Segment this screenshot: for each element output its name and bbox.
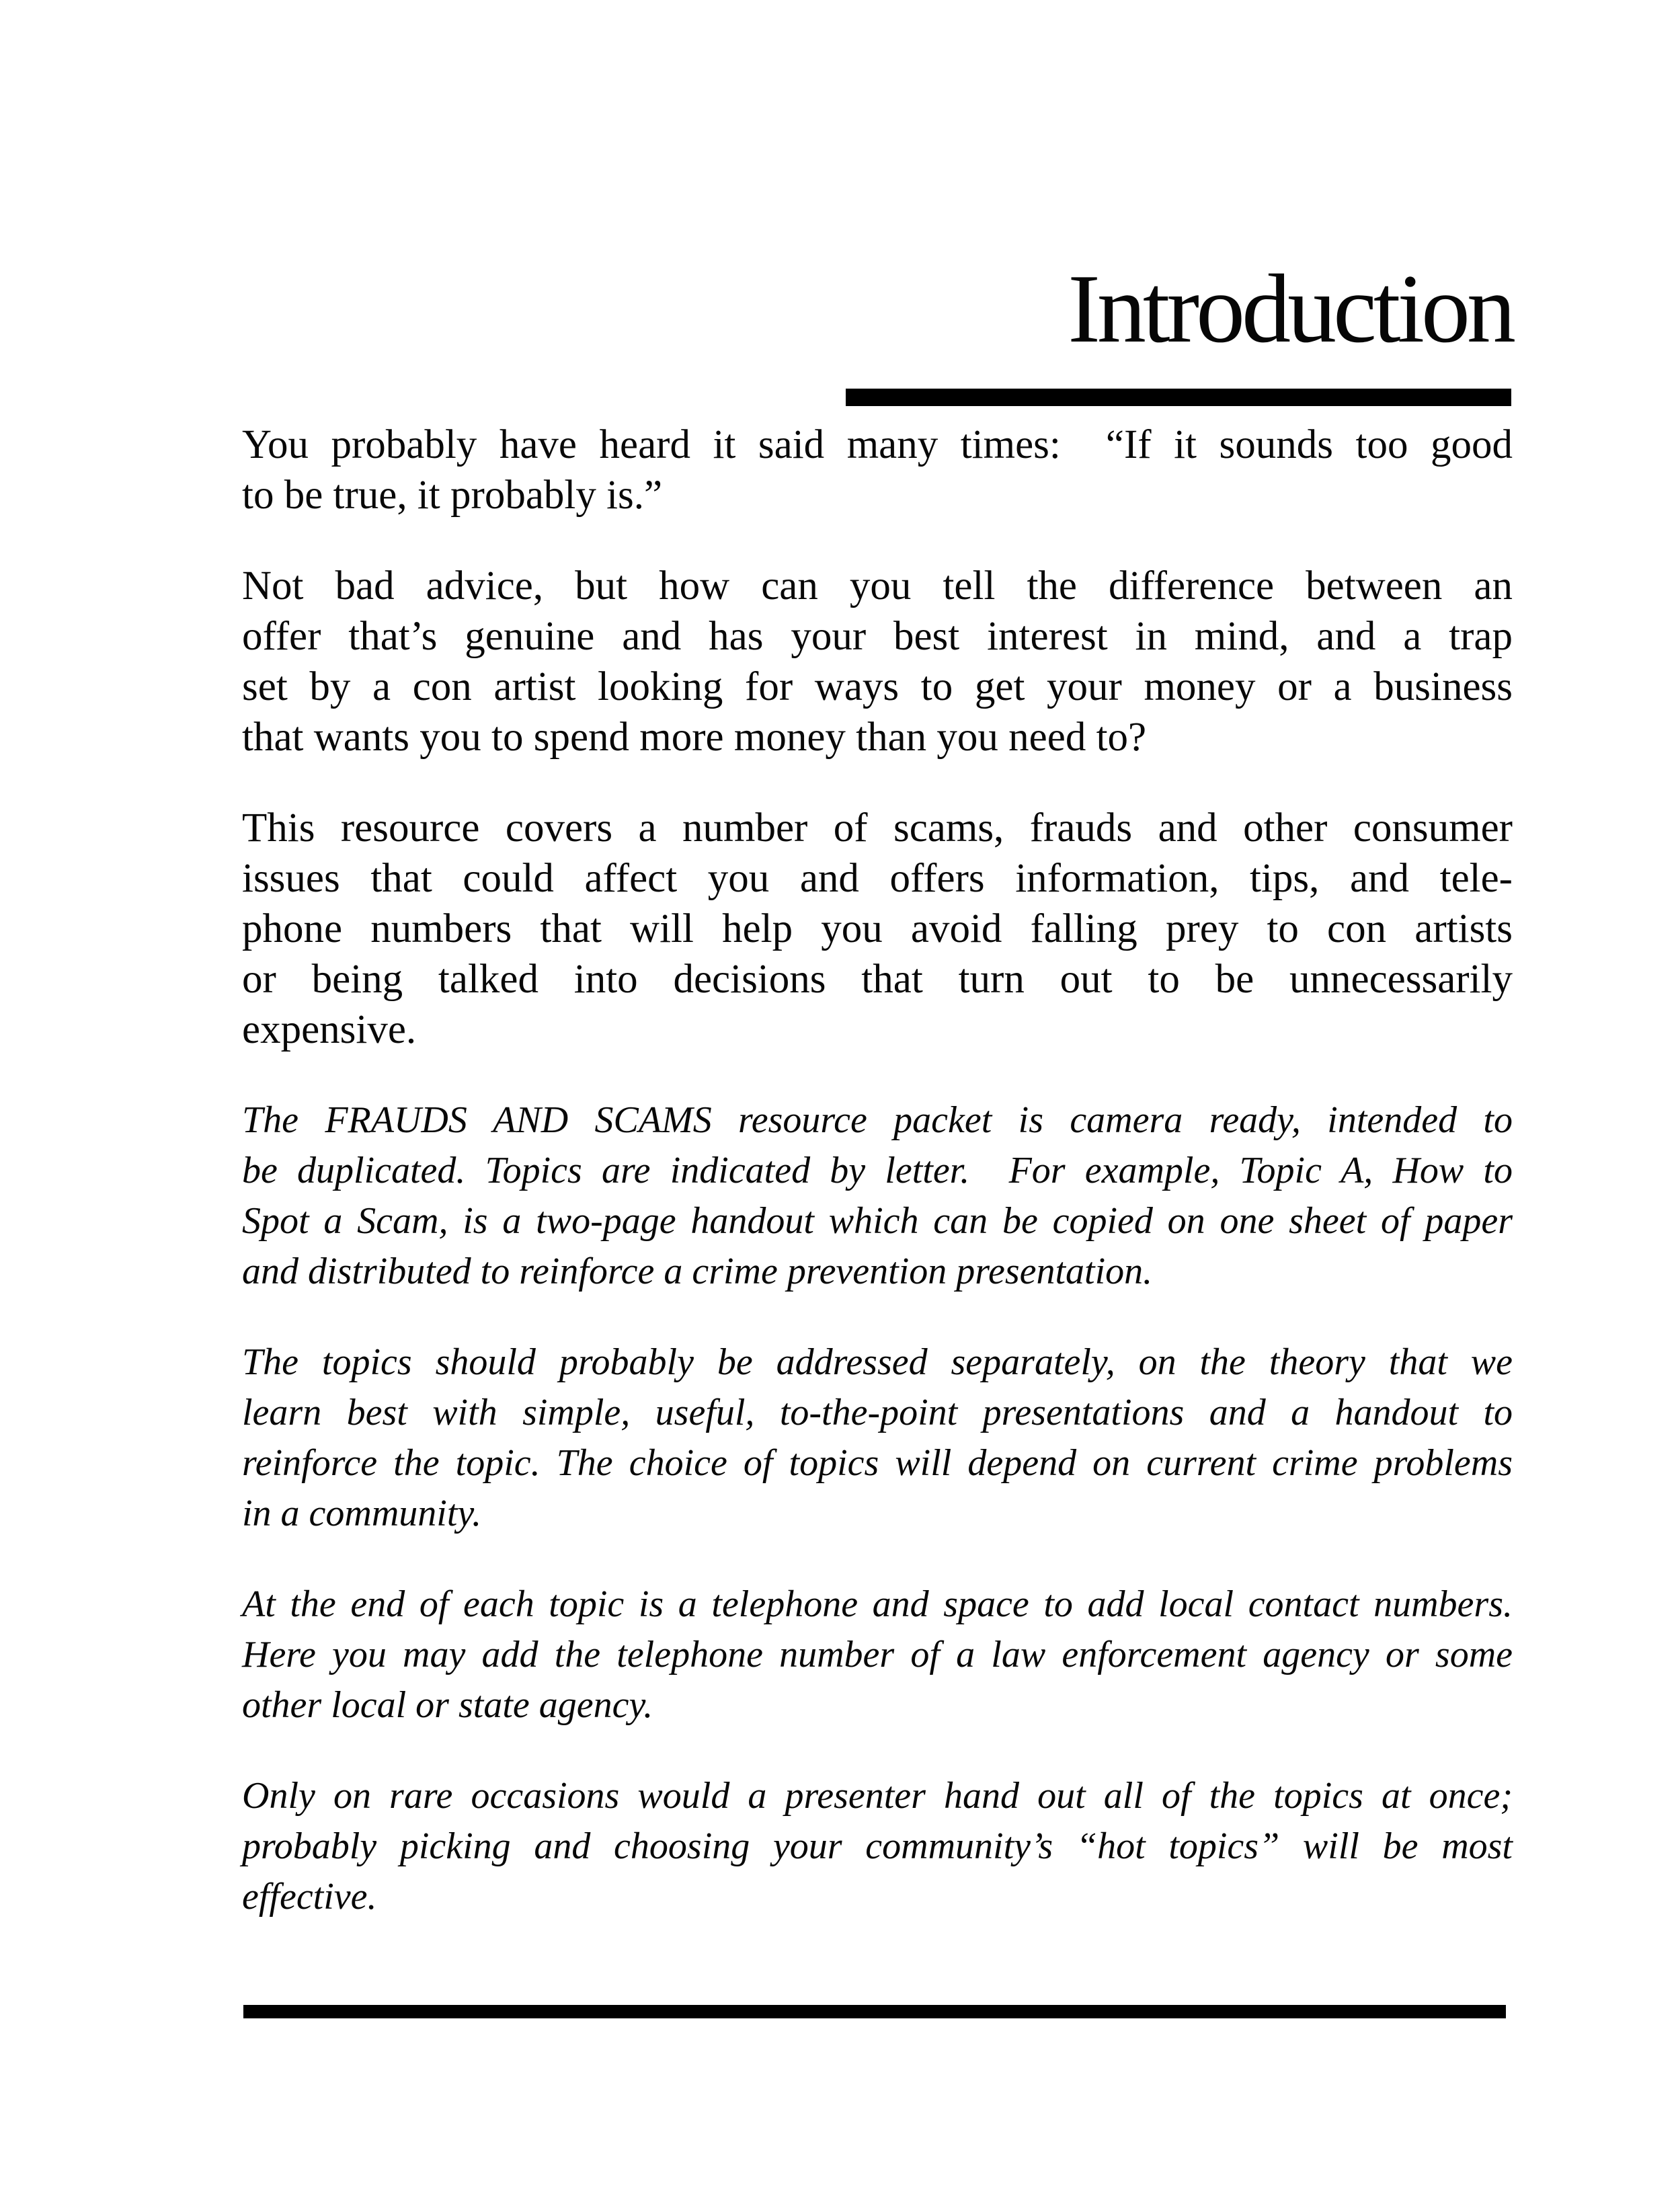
text-line: The FRAUDS AND SCAMS resource packet is camera ready, intended to [242, 1099, 1513, 1141]
text-line: Not bad advice, but how can you tell the difference between an [242, 563, 1513, 608]
text-line: Spot a Scam, is a two-page handout which can be copied on one sheet of paper [242, 1200, 1513, 1242]
text-line: that wants you to spend more money than you need to? [242, 715, 1147, 760]
text-line: or being talked into decisions that turn out to be unnecessarily [242, 957, 1513, 1002]
text-line: effective. [242, 1876, 377, 1918]
paragraph [242, 803, 1513, 1055]
text-line: reinforce the topic. The choice of topics will depend on current crime problems [242, 1442, 1513, 1484]
title-underline-rule [846, 389, 1511, 406]
text-line: phone numbers that will help you avoid falling prey to con artists [242, 906, 1513, 951]
text-line: offer that’s genuine and has your best interest in mind, and a trap [242, 614, 1513, 659]
paragraph [242, 1579, 1513, 1731]
text-line: other local or state agency. [242, 1684, 653, 1726]
text-line: learn best with simple, useful, to-the-point presentations and a handout to [242, 1392, 1513, 1433]
text-line: You probably have heard it said many times: “If it sounds too good [242, 422, 1513, 467]
text-line: set by a con artist looking for ways to get your money or a business [242, 664, 1513, 709]
text-line: in a community. [242, 1493, 482, 1534]
text-line: The topics should probably be addressed separately, on the theory that we [242, 1341, 1513, 1383]
footer-rule [243, 2005, 1506, 2018]
paragraph [242, 561, 1513, 762]
paragraph [242, 1337, 1513, 1539]
text-line: be duplicated. Topics are indicated by letter. For example, Topic A, How to [242, 1150, 1513, 1191]
text-line: Here you may add the telephone number of a law enforcement agency or some [242, 1634, 1513, 1675]
text-line: to be true, it probably is.” [242, 473, 663, 518]
paragraph [242, 1771, 1513, 1922]
document-body [242, 420, 1513, 1922]
text-line: At the end of each topic is a telephone and space to add local contact numbers. [242, 1583, 1513, 1625]
text-line: and distributed to reinforce a crime prevention presentation. [242, 1251, 1153, 1292]
paragraph [242, 1095, 1513, 1297]
text-line: expensive. [242, 1007, 417, 1052]
text-line: probably picking and choosing your community’s “hot topics” will be most [242, 1825, 1513, 1867]
text-line: Only on rare occasions would a presenter hand out all of the topics at once; [242, 1775, 1513, 1817]
text-line: This resource covers a number of scams, frauds and other consumer [242, 805, 1513, 851]
page-title: Introduction [1068, 254, 1513, 363]
paragraph [242, 420, 1513, 520]
text-line: issues that could affect you and offers information, tips, and tele- [242, 856, 1513, 901]
